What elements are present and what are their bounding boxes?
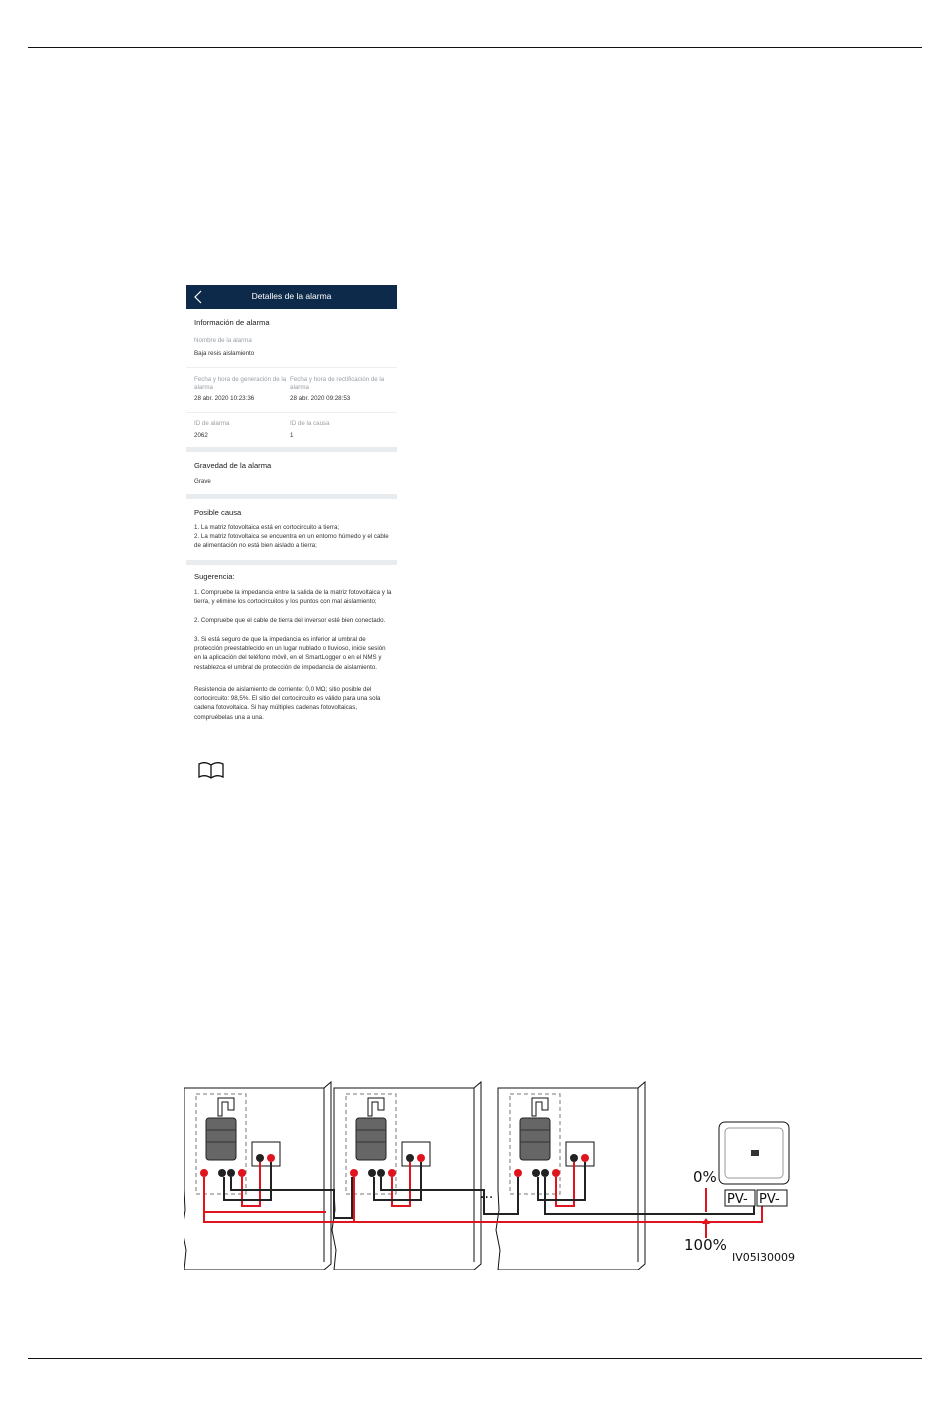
book-icon (196, 760, 226, 780)
continuation-ellipsis: ... (480, 1186, 494, 1202)
suggestion-item-3: 3. Si está seguro de que la impedancia es inferior al umbral de protección preestablecido en un lugar nublado o lluvioso, inicie sesión en la aplicación del teléfono móvil, en el SmartLogger o en el NMS y restablezca el umbral de protección de impedancia de aislamiento. (194, 636, 386, 671)
figure-id: IV05I30009 (732, 1251, 796, 1264)
pv-minus-label-left: PV- (727, 1192, 748, 1207)
suggestion-item-2: 2. Compruebe que el cable de tierra del inversor esté bien conectado. (194, 617, 386, 624)
section-divider (186, 447, 397, 452)
possible-cause-heading: Posible causa (194, 508, 242, 517)
divider-line (186, 412, 397, 413)
severity-heading: Gravedad de la alarma (194, 461, 272, 470)
bottom-rule (28, 1358, 922, 1359)
app-header (186, 285, 397, 309)
divider-line (186, 367, 397, 368)
section-divider (186, 560, 397, 565)
rectification-time-value: 28 abr. 2020 09:28:53 (290, 395, 351, 402)
alarm-name-value: Baja resis aislamiento (194, 350, 255, 357)
section-divider (186, 494, 397, 499)
suggestion-item-4: Resistencia de aislamiento de corriente: 0,0 MΩ; sitio posible del cortocircuito: 98,5%. El sitio del cortocircuito es válido para una sola cadena fotovoltaica. Si hay múltiples cadenas fotovoltaicas, compruébelas una a una. (194, 686, 381, 721)
alarm-name-label: Nombre de la alarma (194, 337, 252, 344)
generation-time-label: Fecha y hora de generación de la alarma (194, 376, 287, 391)
screen-title: Detalles de la alarma (251, 291, 332, 301)
alarm-id-label: ID de alarma (194, 420, 230, 427)
rectification-time-label: Fecha y hora de rectificación de la alarma (290, 376, 385, 391)
zero-percent-label: 0% (693, 1168, 717, 1186)
hundred-percent-label: 100% (684, 1236, 727, 1254)
suggestion-heading: Sugerencia: (194, 572, 235, 581)
pv-string-wiring-diagram (184, 1080, 804, 1270)
severity-value: Grave (194, 478, 211, 485)
cause-item-2: 2. La matriz fotovoltaica se encuentra en un entorno húmedo y el cable de alimentación no está bien aislado a tierra; (194, 533, 389, 550)
pv-minus-label-right: PV- (759, 1192, 780, 1207)
cause-id-value: 1 (290, 432, 294, 439)
inverter (719, 1122, 789, 1184)
alarm-info-heading: Información de alarma (194, 318, 270, 327)
suggestion-item-1: 1. Compruebe la impedancia entre la salida de la matriz fotovoltaica y la tierra, y elimine los cortocircuitos y los puntos con mal aislamiento; (194, 589, 392, 606)
cause-item-1: 1. La matriz fotovoltaica está en cortocircuito a tierra; (194, 524, 340, 531)
generation-time-value: 28 abr. 2020 10:23:36 (194, 395, 255, 402)
alarm-id-value: 2062 (194, 432, 208, 439)
top-rule (28, 47, 922, 48)
alarm-details-screen (186, 285, 397, 721)
cause-id-label: ID de la causa (290, 420, 330, 427)
